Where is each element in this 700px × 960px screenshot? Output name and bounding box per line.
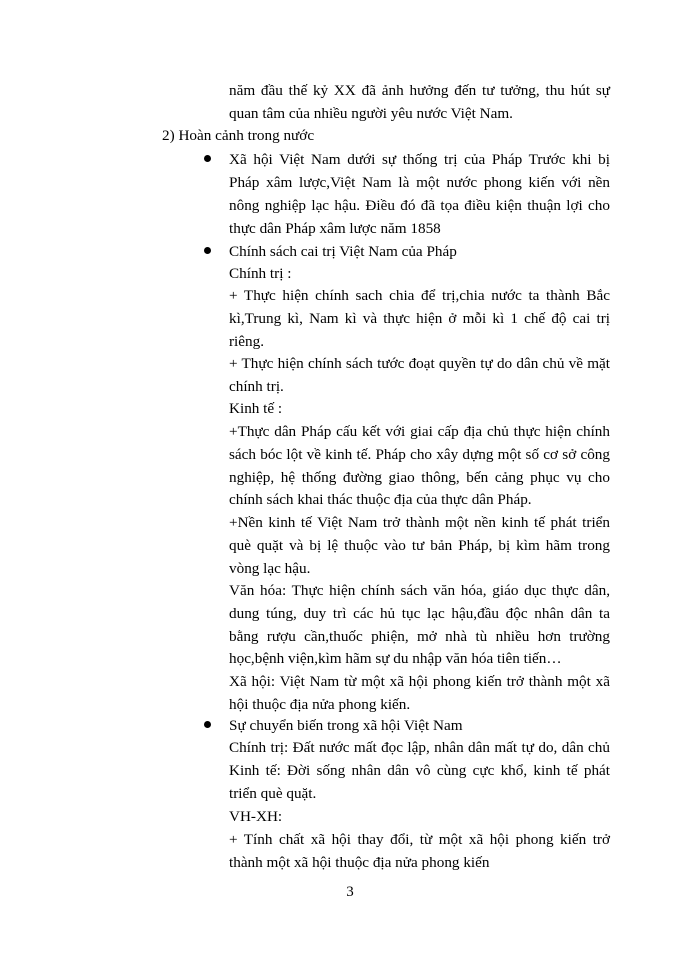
b2-line-17: dung túng, duy trì các hủ tục lạc hậu,đầu độc nhân dân ta	[229, 605, 610, 622]
b1-line-2: Pháp xâm lược,Việt Nam là một nước phong kiến với nền	[229, 174, 610, 191]
b2-line-12: chính sách khai thác thuộc địa của thực dân Pháp.	[229, 491, 532, 508]
b2-line-7: chính trị.	[229, 378, 284, 395]
b2-line-20: Xã hội: Việt Nam từ một xã hội phong kiến trở thành một xã	[229, 673, 610, 690]
b2-line-8: Kinh tế :	[229, 400, 283, 417]
b2-line-19: học,bệnh viện,kìm hãm sự du nhập văn hóa tiên tiến…	[229, 650, 562, 667]
b3-line-5: VH-XH:	[229, 808, 283, 825]
b3-line-4: triển què quặt.	[229, 785, 317, 802]
b2-line-9: +Thực dân Pháp cấu kết với giai cấp địa chủ thực hiện chính	[229, 423, 610, 440]
b2-line-3: + Thực hiện chính sach chia để trị,chia nước ta thành Bắc	[229, 287, 610, 304]
b2-line-4: kì,Trung kì, Nam kì và thực hiện ở mỗi kì 1 chế độ cai trị	[229, 310, 610, 327]
b2-line-6: + Thực hiện chính sách tước đoạt quyền tự do dân chủ về mặt	[229, 355, 610, 372]
b2-line-5: riêng.	[229, 333, 265, 350]
b2-line-10: sách bóc lột về kinh tế. Pháp cho xây dựng một số cơ sở công	[229, 446, 610, 463]
intro-line-2: quan tâm của nhiều người yêu nước Việt Nam.	[229, 105, 513, 122]
b1-line-4: thực dân Pháp xâm lược năm 1858	[229, 220, 441, 237]
section-heading: 2) Hoàn cảnh trong nước	[162, 127, 315, 144]
b3-line-2: Chính trị: Đất nước mất đọc lập, nhân dân mất tự do, dân chủ	[229, 739, 610, 756]
page-number: 3	[346, 884, 354, 900]
b2-line-18: bằng rượu cần,thuốc phiện, mở nhà tù nhiều hơn trường	[229, 628, 610, 645]
b1-line-3: nông nghiệp lạc hậu. Điều đó đã tọa điều kiện thuận lợi cho	[229, 197, 610, 214]
bullet-dot	[204, 721, 211, 728]
b3-line-3: Kinh tế: Đời sống nhân dân vô cùng cực khổ, kinh tế phát	[229, 762, 610, 779]
b2-line-11: nghiệp, hệ thống đường giao thông, bến cảng phục vụ cho	[229, 469, 610, 486]
b1-line-1: Xã hội Việt Nam dưới sự thống trị của Pháp Trước khi bị	[229, 151, 610, 168]
b2-line-21: hội thuộc địa nửa phong kiến.	[229, 696, 411, 713]
bullet-dot	[204, 247, 211, 254]
b2-line-13: +Nền kinh tế Việt Nam trở thành một nền kinh tế phát triển	[229, 514, 610, 531]
bullet-dot	[204, 155, 211, 162]
b3-line-1: Sự chuyển biến trong xã hội Việt Nam	[229, 717, 463, 734]
b2-line-1: Chính sách cai trị Việt Nam của Pháp	[229, 243, 457, 260]
b2-line-2: Chính trị :	[229, 265, 292, 282]
b2-line-14: què quặt và bị lệ thuộc vào tư bản Pháp, bị kìm hãm trong	[229, 537, 610, 554]
intro-line-1: năm đầu thế kỷ XX đã ảnh hưởng đến tư tưởng, thu hút sự	[229, 82, 610, 99]
b2-line-16: Văn hóa: Thực hiện chính sách văn hóa, giáo dục thực dân,	[229, 582, 610, 599]
b3-line-7: thành một xã hội thuộc địa nửa phong kiến	[229, 854, 490, 871]
b3-line-6: + Tính chất xã hội thay đổi, từ một xã hội phong kiến trở	[229, 831, 610, 848]
b2-line-15: vòng lạc hậu.	[229, 560, 311, 577]
